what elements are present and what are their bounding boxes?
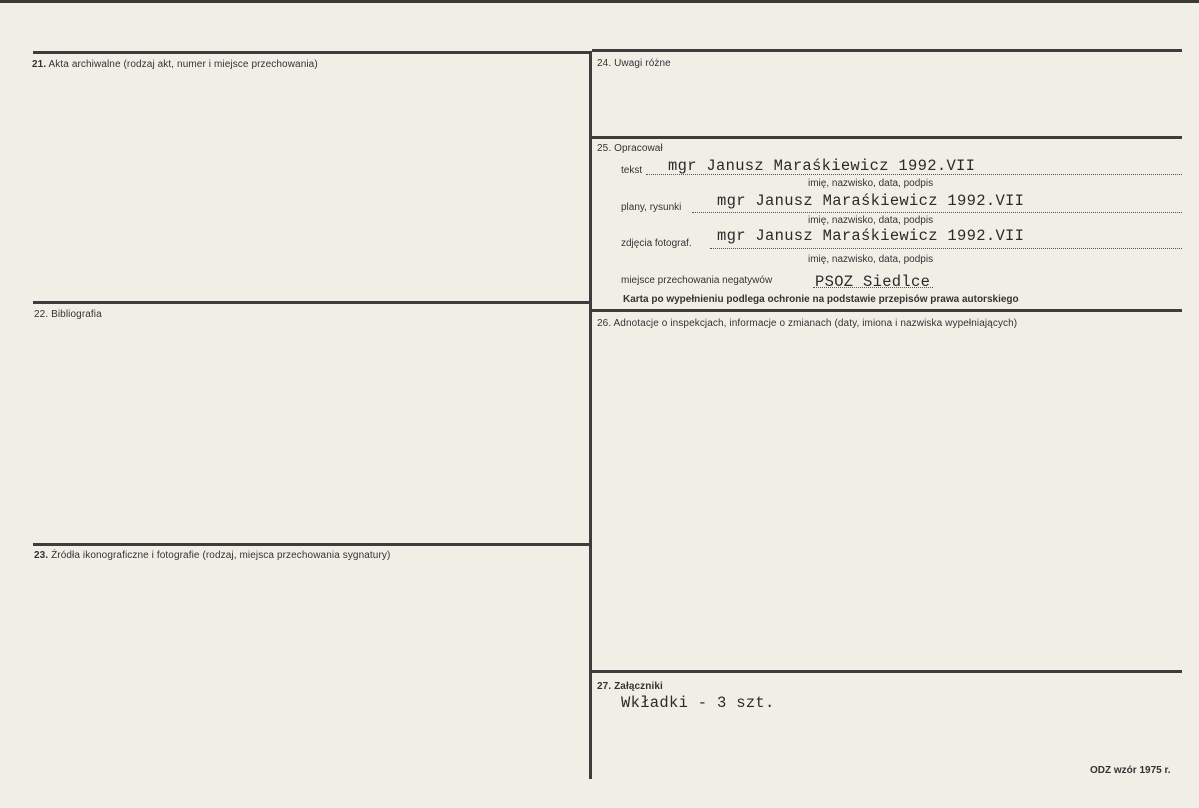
section-26-title: Adnotacje o inspekcjach, informacje o zmianach (daty, imiona i nazwiska wypełniających) bbox=[613, 318, 1018, 329]
plany-value: mgr Janusz Maraśkiewicz 1992.VII bbox=[717, 192, 1025, 210]
zdjecia-dotted-line bbox=[710, 248, 1182, 249]
copyright-notice: Karta po wypełnieniu podlega ochronie na podstawie przepisów prawa autorskiego bbox=[623, 294, 1019, 305]
form-code: ODZ wzór 1975 r. bbox=[1090, 765, 1171, 776]
section-22-number: 22. bbox=[34, 309, 49, 320]
top-rule-left bbox=[33, 51, 589, 54]
rule-27 bbox=[592, 670, 1182, 673]
section-21-number: 21. bbox=[32, 59, 47, 70]
section-25-heading bbox=[597, 143, 663, 154]
section-25-title: Opracował bbox=[614, 143, 663, 154]
section-27-number: 27. bbox=[597, 681, 612, 692]
top-rule-right bbox=[592, 49, 1182, 52]
zdjecia-label: zdjęcia fotograf. bbox=[621, 238, 692, 249]
section-27-title: Załączniki bbox=[614, 681, 663, 692]
zdjecia-hint: imię, nazwisko, data, podpis bbox=[808, 254, 934, 265]
section-26-number: 26. bbox=[597, 318, 612, 329]
section-21-title: Akta archiwalne (rodzaj akt, numer i miejsce przechowania) bbox=[48, 59, 318, 70]
negatywy-label: miejsce przechowania negatywów bbox=[621, 275, 773, 286]
tekst-label: tekst bbox=[621, 165, 643, 176]
section-24-number: 24. bbox=[597, 58, 612, 69]
section-23-heading bbox=[34, 550, 390, 561]
plany-label: plany, rysunki bbox=[621, 202, 682, 213]
section-27-heading bbox=[597, 681, 663, 692]
section-24-heading bbox=[597, 58, 671, 69]
rule-26 bbox=[592, 309, 1182, 312]
section-21-heading bbox=[32, 59, 318, 70]
tekst-hint: imię, nazwisko, data, podpis bbox=[808, 178, 934, 189]
tekst-value: mgr Janusz Maraśkiewicz 1992.VII bbox=[668, 157, 976, 175]
plany-hint: imię, nazwisko, data, podpis bbox=[808, 215, 934, 226]
section-22-title: Bibliografia bbox=[51, 309, 102, 320]
negatywy-dotted-line bbox=[813, 287, 933, 288]
rule-23 bbox=[33, 543, 589, 546]
rule-25 bbox=[592, 136, 1182, 139]
section-23-number: 23. bbox=[34, 550, 49, 561]
zdjecia-value: mgr Janusz Maraśkiewicz 1992.VII bbox=[717, 227, 1025, 245]
page-top-edge bbox=[0, 0, 1199, 3]
section-22-heading bbox=[34, 309, 102, 320]
plany-dotted-line bbox=[692, 212, 1182, 213]
section-27-value: Wkładki - 3 szt. bbox=[621, 694, 775, 712]
section-24-title: Uwagi różne bbox=[614, 58, 671, 69]
section-26-heading bbox=[597, 318, 1017, 329]
section-23-title: Źródła ikonograficzne i fotografie (rodzaj, miejsca przechowania sygnatury) bbox=[51, 550, 391, 561]
section-25-number: 25. bbox=[597, 143, 612, 154]
rule-22 bbox=[33, 301, 589, 304]
negatywy-value: PSOZ Siedlce bbox=[815, 273, 931, 291]
tekst-dotted-line bbox=[646, 174, 1182, 175]
